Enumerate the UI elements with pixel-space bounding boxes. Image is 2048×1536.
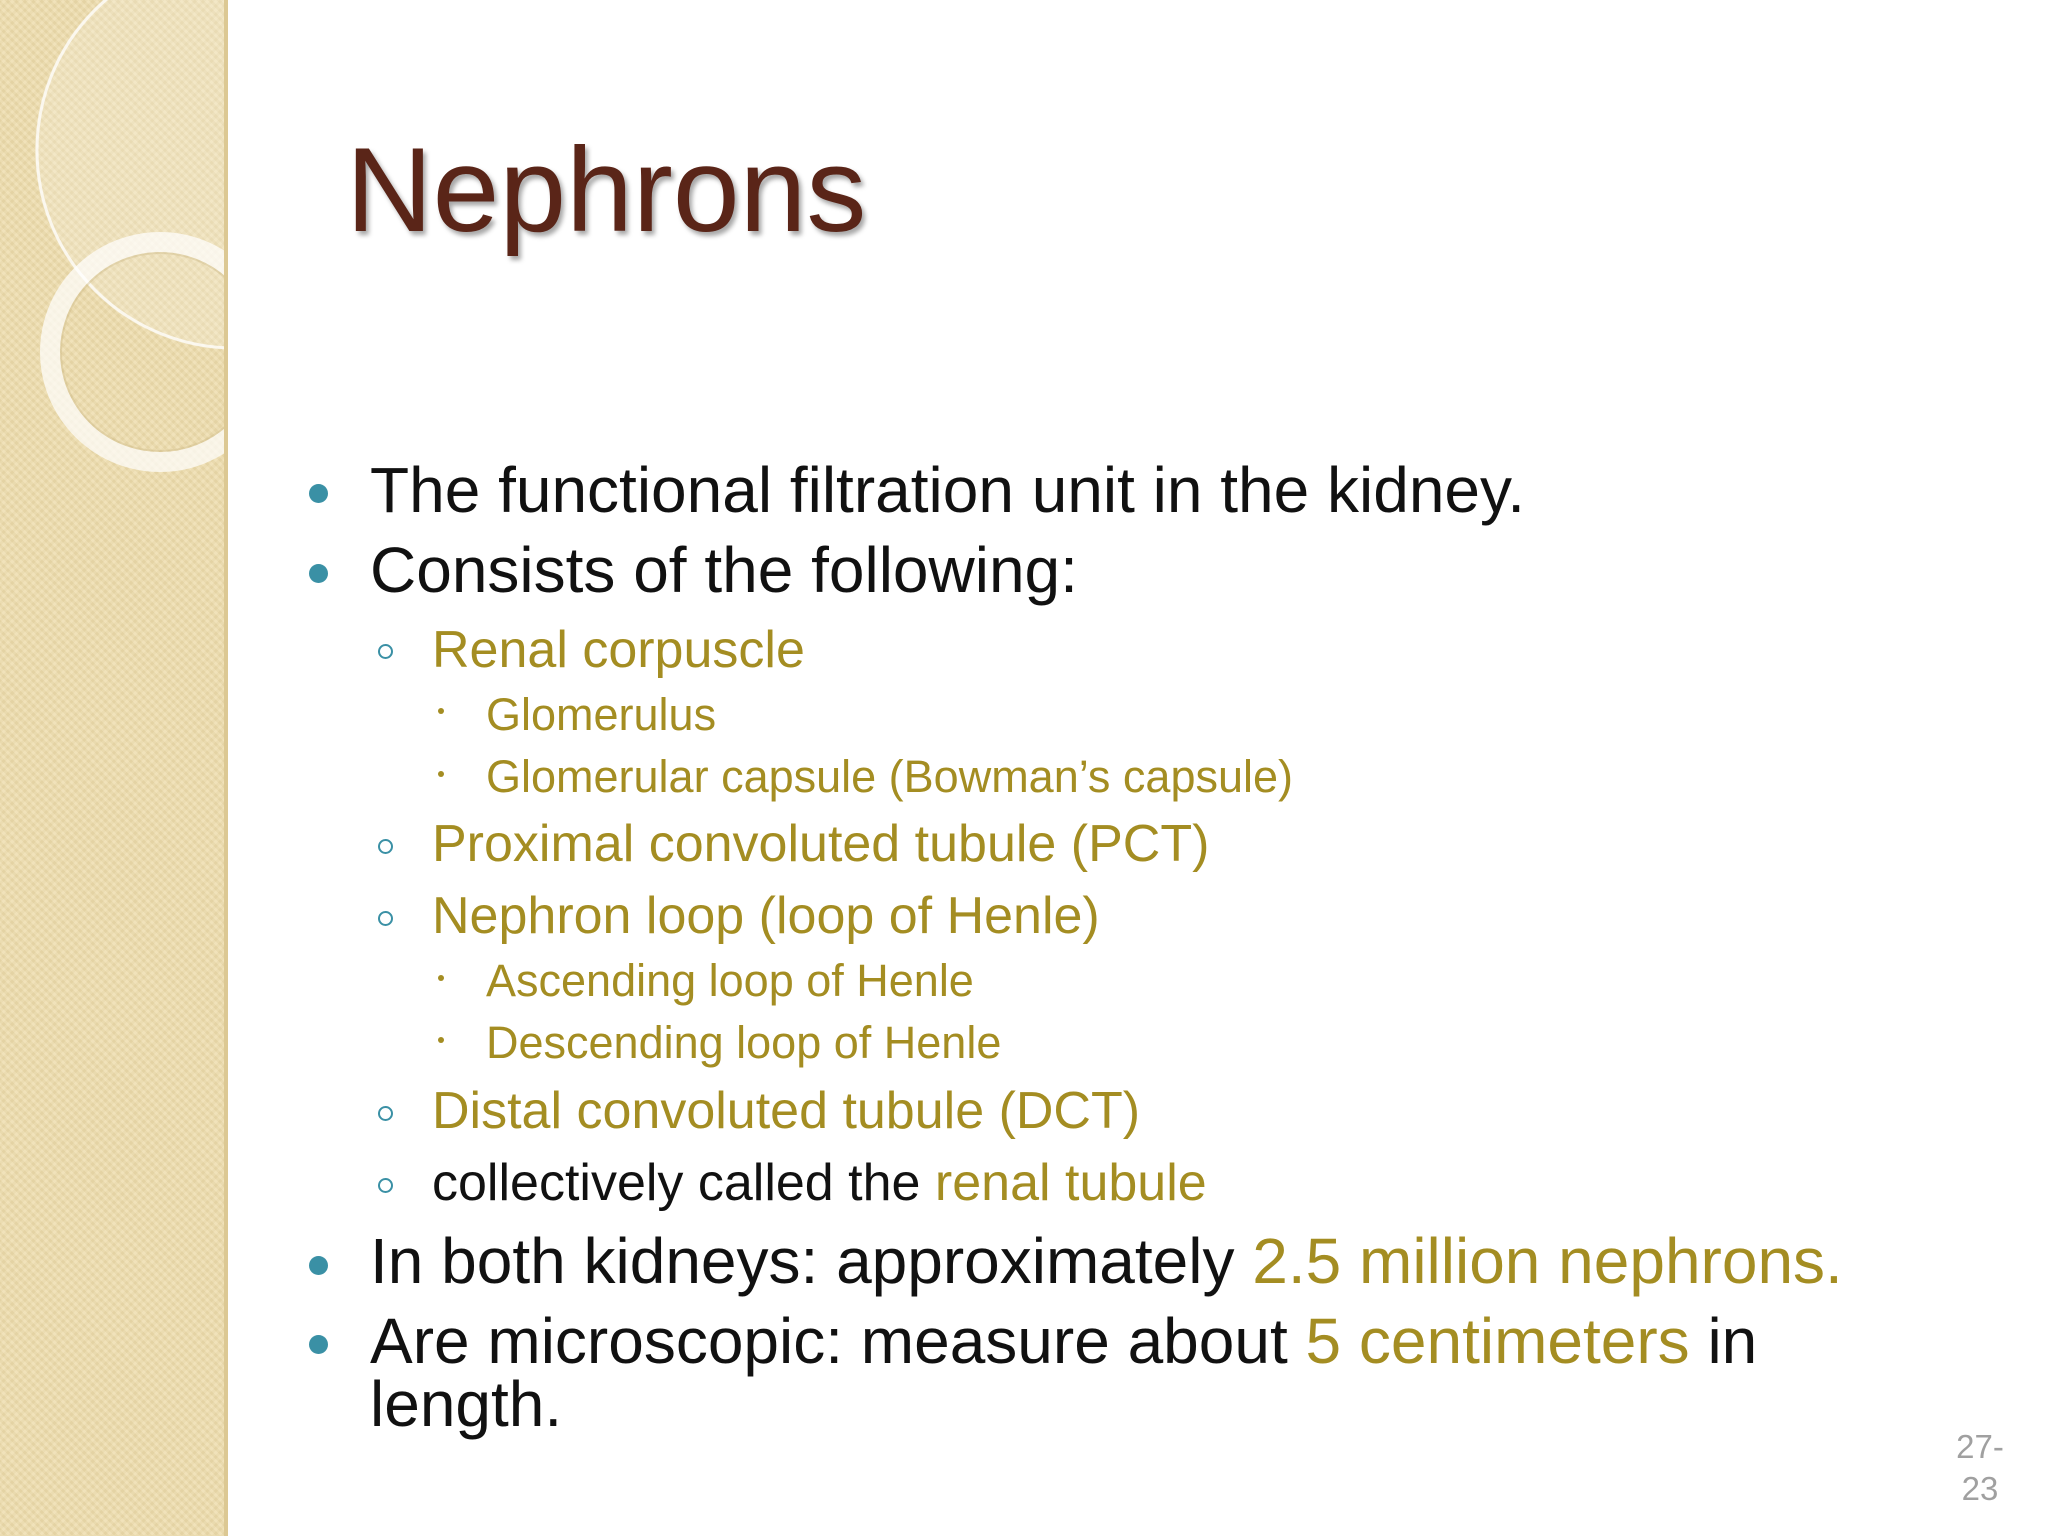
sub-bullet-circle bbox=[378, 911, 393, 926]
item-nephron-loop: Nephron loop (loop of Henle) bbox=[432, 887, 1100, 945]
bullet-dot bbox=[309, 564, 328, 583]
item-descending-loop: Descending loop of Henle bbox=[486, 1017, 1002, 1068]
item-pct: Proximal convoluted tubule (PCT) bbox=[432, 815, 1210, 873]
microscopic-suffix: in bbox=[1689, 1305, 1758, 1377]
item-renal-corpuscle: Renal corpuscle bbox=[432, 621, 805, 679]
renal-tubule-term: renal tubule bbox=[934, 1154, 1207, 1212]
sub-bullet-circle bbox=[378, 839, 393, 854]
bullet-consists-of: Consists of the following: bbox=[370, 534, 1078, 606]
sub-bullet-circle bbox=[378, 644, 393, 659]
item-dct: Distal convoluted tubule (DCT) bbox=[432, 1082, 1141, 1140]
bullet-dot bbox=[309, 1256, 328, 1275]
page-number bbox=[1940, 1426, 2020, 1510]
sub-sub-bullet-dot bbox=[438, 975, 444, 981]
sub-sub-bullet-dot bbox=[438, 771, 444, 777]
bullet-dot bbox=[309, 1335, 328, 1354]
sub-sub-bullet-dot bbox=[438, 1037, 444, 1043]
both-kidneys-prefix: In both kidneys: approximately bbox=[370, 1225, 1253, 1297]
page-number-bottom: 23 bbox=[1961, 1470, 1999, 1507]
item-glomerulus: Glomerulus bbox=[486, 689, 717, 740]
renal-tubule-prefix: collectively called the bbox=[432, 1154, 935, 1212]
bullet-dot bbox=[309, 484, 328, 503]
bullet-functional-unit: The functional filtration unit in the kidney. bbox=[370, 454, 1526, 526]
item-renal-tubule bbox=[432, 1154, 1207, 1212]
slide-title: Nephrons bbox=[346, 123, 867, 257]
item-ascending-loop: Ascending loop of Henle bbox=[486, 955, 974, 1006]
page-number-top: 27- bbox=[1956, 1428, 2004, 1465]
sub-bullet-circle bbox=[378, 1106, 393, 1121]
bullet-both-kidneys bbox=[370, 1225, 1843, 1297]
sub-sub-bullet-dot bbox=[438, 708, 444, 714]
microscopic-value: 5 centimeters bbox=[1305, 1305, 1690, 1377]
bullet-microscopic-line2: length. bbox=[370, 1368, 563, 1440]
item-glomerular-capsule: Glomerular capsule (Bowman’s capsule) bbox=[486, 751, 1294, 802]
sub-bullet-circle bbox=[378, 1178, 393, 1193]
both-kidneys-value: 2.5 million nephrons. bbox=[1252, 1225, 1843, 1297]
microscopic-prefix: Are microscopic: measure about bbox=[370, 1305, 1306, 1377]
bullet-microscopic bbox=[370, 1305, 1758, 1377]
